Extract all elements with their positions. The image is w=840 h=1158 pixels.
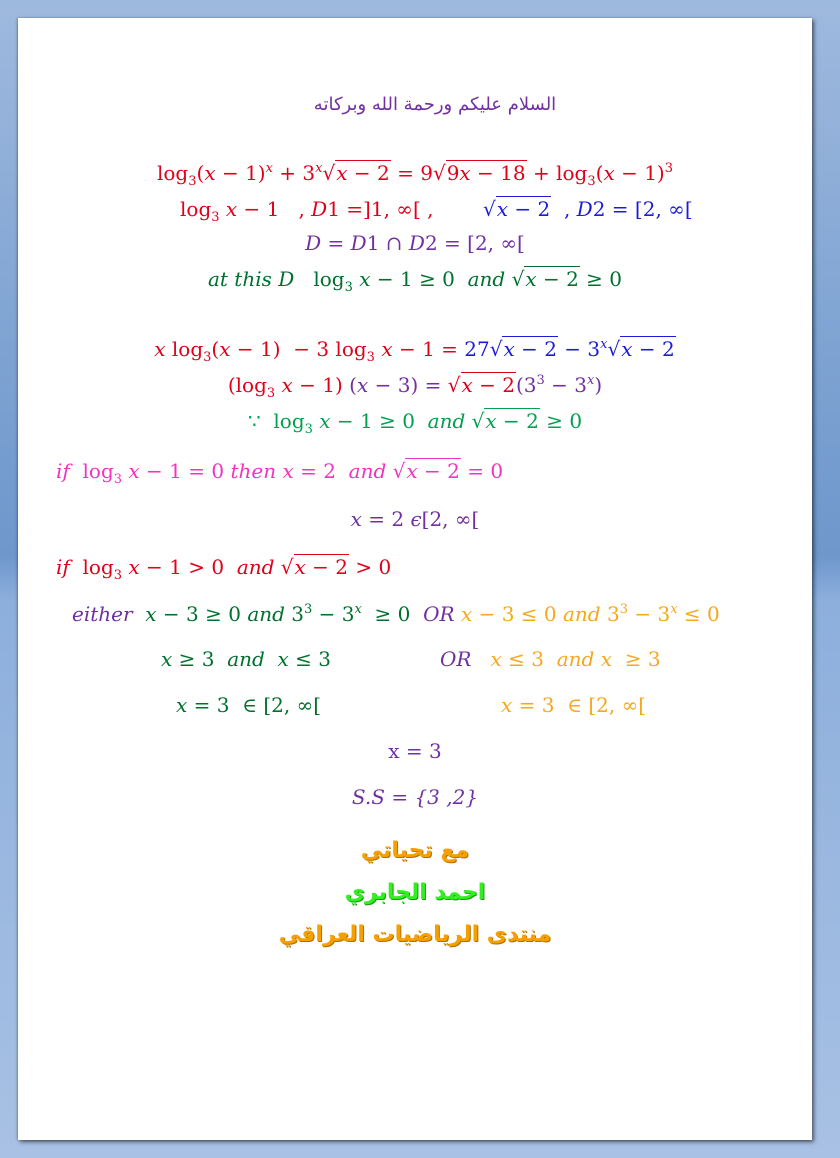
domain-d2: √x − 2 , D2 = [2, ∞[ xyxy=(483,197,693,221)
domain-d1: $\log_3 x - 1$ , D1 =]1, ∞[ , xyxy=(180,197,434,225)
simplified-equation: x $\log_3(x - 1) - 3$ $\log_3 x - 1 = 27√x - 2 - 3^x√x - 2$ xyxy=(154,337,675,365)
signature-name: احمد الجابري xyxy=(344,880,486,905)
right-branch-ineq: OR x ≤ 3 and x ≥ 3 xyxy=(440,647,661,671)
and-word: and xyxy=(348,459,387,483)
and-word: and xyxy=(227,647,265,671)
main-equation: $\log_3(x - 1)^x + 3^x√x - 2 = 9√9x - 18 + \log_3(x - 1)^3$ xyxy=(156,161,673,189)
and-word: and xyxy=(467,267,506,291)
either-line: either x − 3 ≥ 0 and $3^3 - 3^x \ge 0$ OR x − 3 ≤ 0 and $3^3 - 3^x \le 0$ xyxy=(72,602,720,626)
document-page xyxy=(18,18,812,1140)
then-word: then xyxy=(230,459,277,483)
left-branch-ineq: x ≥ 3 and x ≤ 3 xyxy=(161,647,332,671)
and-word: and xyxy=(247,602,285,626)
case1-result: x = 2 ϵ[2, ∞[ xyxy=(350,507,480,531)
or-word: OR xyxy=(440,647,472,671)
signature-greeting: مع تحياتي xyxy=(360,838,470,863)
left-branch-result: x = 3 ∈ [2, ∞[ xyxy=(176,693,322,717)
and-word: and xyxy=(563,602,601,626)
and-word: and xyxy=(427,409,466,433)
case-equal-zero: if $\log_3 x - 1 = 0$ then x = 2 and √x − 2 = 0 xyxy=(56,459,504,487)
because-condition: ∵ $\log_3 x - 1 \ge 0$ and √x − 2 ≥ 0 xyxy=(247,409,583,437)
case-greater-zero: if $\log_3 x - 1 > 0$ and √x − 2 > 0 xyxy=(56,555,392,583)
domain-condition: at this D $\log_3 x - 1 \ge 0$ and √x − 2 ≥ 0 xyxy=(207,267,623,295)
if-word: if xyxy=(56,555,70,579)
or-word: OR xyxy=(423,602,455,626)
and-word: and xyxy=(556,647,595,671)
solution-set: S.S = {3 ,2} xyxy=(351,785,479,809)
at-this-label: at this xyxy=(207,267,272,291)
signature-forum: منتدى الرياضيات العراقي xyxy=(278,922,552,947)
factored-equation: ($\log_3$ x − 1) $(x - 3) = √x - 2(3^3 - 3^x)$ xyxy=(227,373,603,401)
either-word: either xyxy=(72,602,133,626)
domain-intersection: D = D1 ∩ D2 = [2, ∞[ xyxy=(305,231,525,255)
if-word: if xyxy=(56,459,70,483)
and-word: and xyxy=(236,555,275,579)
final-x: x = 3 xyxy=(388,739,442,763)
greeting: السلام عليكم ورحمة الله وبركاته xyxy=(313,94,557,115)
right-branch-result: x = 3 ∈ [2, ∞[ xyxy=(501,693,647,717)
